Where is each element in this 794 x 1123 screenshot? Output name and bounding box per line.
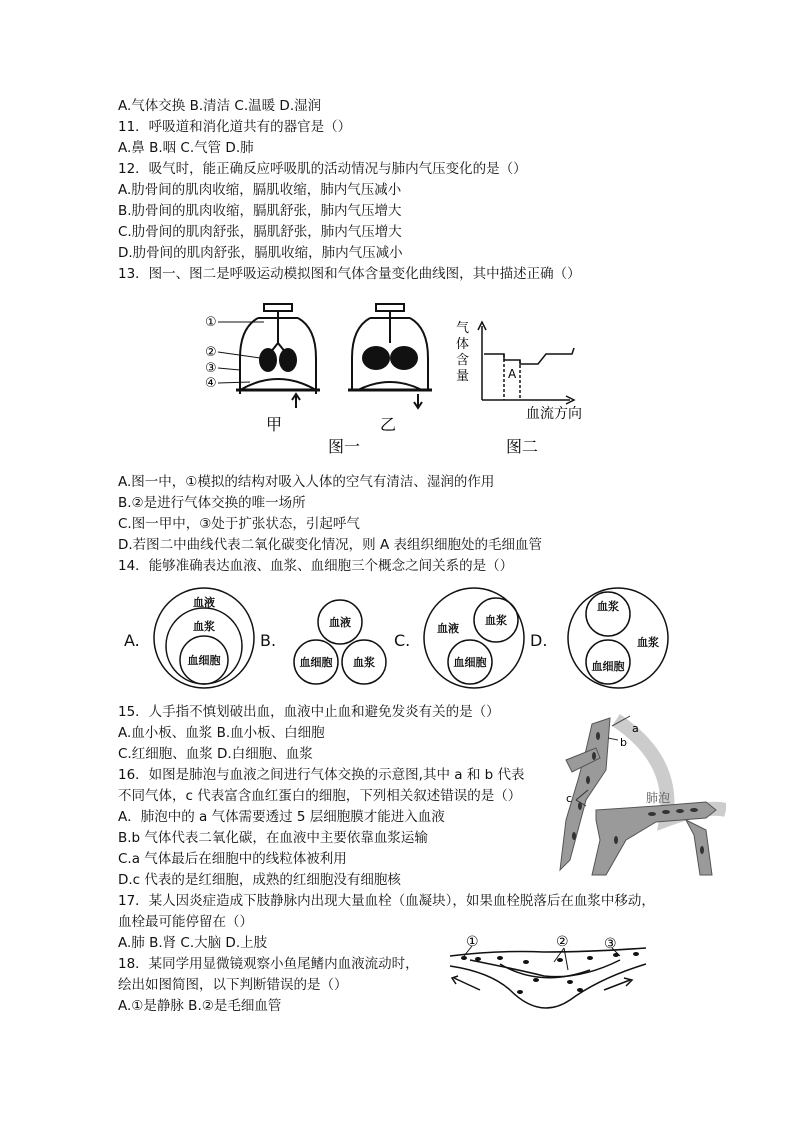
svg-text:体: 体 (456, 337, 470, 352)
svg-text:D.: D. (530, 631, 548, 650)
svg-text:血细胞: 血细胞 (591, 660, 625, 673)
svg-text:a: a (632, 722, 639, 735)
q18-stem-1: 18．某同学用显微镜观察小鱼尾鳍内血液流动时， (118, 956, 419, 972)
q12-option-c: C.肋骨间的肌肉舒张，膈肌舒张，肺内气压增大 (118, 224, 402, 240)
q16-option-b: B.b 气体代表二氧化碳，在血液中主要依靠血浆运输 (118, 830, 428, 846)
svg-text:血浆: 血浆 (353, 656, 375, 669)
q17-options: A.肺 B.肾 C.大脑 D.上肢 (118, 935, 268, 951)
q10-options: A.气体交换 B.清洁 C.温暖 D.湿润 (118, 98, 322, 114)
lung-balloon-left (259, 348, 277, 372)
q15-stem: 15．人手指不慎划破出血，血液中止血和避免发炎有关的是（） (118, 704, 500, 720)
q16-option-a: A．肺泡中的 a 气体需要透过 5 层细胞膜才能进入血液 (118, 809, 445, 825)
figure-respiration-model (200, 298, 600, 460)
q12-option-d: D.肋骨间的肌肉舒张，膈肌收缩，肺内气压减小 (118, 245, 403, 261)
q16-option-c: C.a 气体最后在细胞中的线粒体被利用 (118, 851, 347, 867)
q14-stem: 14．能够准确表达血液、血浆、血细胞三个概念之间关系的是（） (118, 558, 514, 574)
q11-stem: 11．呼吸道和消化道共有的器官是（） (118, 119, 352, 135)
q16-stem-1: 16．如图是肺泡与血液之间进行气体交换的示意图,其中 a 和 b 代表 (118, 767, 525, 783)
bell-jar-jia (236, 304, 320, 394)
svg-text:气: 气 (456, 321, 470, 336)
q13-option-b: B.②是进行气体交换的唯一场所 (118, 495, 306, 511)
svg-text:b: b (620, 736, 627, 749)
svg-text:①: ① (466, 934, 479, 950)
svg-text:④: ④ (205, 376, 217, 391)
svg-text:血液: 血液 (329, 616, 351, 629)
q15-options-cd: C.红细胞、血浆 D.白细胞、血浆 (118, 746, 313, 762)
svg-text:③: ③ (604, 936, 617, 952)
q15-options-ab: A.血小板、血浆 B.血小板、白细胞 (118, 725, 325, 741)
svg-text:含: 含 (456, 353, 470, 368)
q16-stem-2: 不同气体，c 代表富含血红蛋白的细胞，下列相关叙述错误的是（） (118, 788, 522, 804)
svg-text:③: ③ (205, 361, 217, 376)
figure-fish-tail-vessels (440, 930, 652, 1022)
q17-stem-1: 17．某人因炎症造成下肢静脉内出现大量血栓（血凝块），如果血栓脱落后在血浆中移动， (118, 893, 655, 909)
q13-stem: 13．图一、图二是呼吸运动模拟图和气体含量变化曲线图，其中描述正确（） (118, 266, 581, 282)
figure-alveolus-capillary (556, 710, 726, 880)
svg-text:血浆: 血浆 (193, 620, 215, 633)
q12-stem: 12．吸气时，能正确反应呼吸肌的活动情况与肺内气压变化的是（） (118, 161, 527, 177)
q18-options: A.①是静脉 B.②是毛细血管 (118, 998, 282, 1014)
svg-text:量: 量 (456, 369, 470, 384)
q12-option-a: A.肋骨间的肌肉收缩，膈肌收缩，肺内气压减小 (118, 182, 402, 198)
svg-text:图二: 图二 (506, 437, 539, 456)
svg-text:甲: 甲 (266, 415, 283, 434)
q11-options: A.鼻 B.咽 C.气管 D.肺 (118, 140, 254, 156)
svg-text:c: c (566, 792, 573, 805)
svg-text:C.: C. (394, 631, 411, 650)
q16-option-d: D.c 代表的是红细胞，成熟的红细胞没有细胞核 (118, 872, 401, 888)
bell-jar-yi (348, 304, 432, 390)
lung-balloon-right (279, 348, 297, 372)
svg-text:血浆: 血浆 (485, 614, 507, 627)
svg-text:肺泡: 肺泡 (646, 791, 671, 805)
svg-text:A: A (508, 367, 517, 381)
q13-option-c: C.图一甲中，③处于扩张状态，引起呼气 (118, 516, 360, 532)
q17-stem-2: 血栓最可能停留在（） (118, 914, 253, 930)
svg-text:血细胞: 血细胞 (187, 654, 221, 667)
q18-stem-2: 绘出如图简图，以下判断错误的是（） (118, 977, 348, 993)
svg-text:图一: 图一 (328, 437, 361, 456)
svg-text:A.: A. (124, 631, 140, 650)
q13-option-a: A.图一中，①模拟的结构对吸入人体的空气有清洁、湿润的作用 (118, 474, 495, 490)
gas-content-graph (478, 322, 574, 404)
svg-text:②: ② (205, 345, 217, 360)
svg-text:血液: 血液 (193, 596, 215, 609)
svg-text:血细胞: 血细胞 (299, 656, 333, 669)
svg-text:血浆: 血浆 (637, 636, 659, 649)
svg-text:②: ② (556, 934, 569, 950)
svg-text:①: ① (205, 315, 217, 330)
svg-text:血浆: 血浆 (597, 600, 619, 613)
q12-option-b: B.肋骨间的肌肉收缩，膈肌舒张，肺内气压增大 (118, 203, 402, 219)
svg-text:血流方向: 血流方向 (526, 406, 582, 422)
figure-blood-venn (118, 584, 678, 694)
svg-text:血液: 血液 (437, 622, 459, 635)
svg-text:乙: 乙 (380, 415, 397, 434)
q13-option-d: D.若图二中曲线代表二氧化碳变化情况，则 A 表组织细胞处的毛细血管 (118, 537, 543, 553)
svg-text:B.: B. (260, 631, 277, 650)
svg-text:血细胞: 血细胞 (453, 656, 487, 669)
